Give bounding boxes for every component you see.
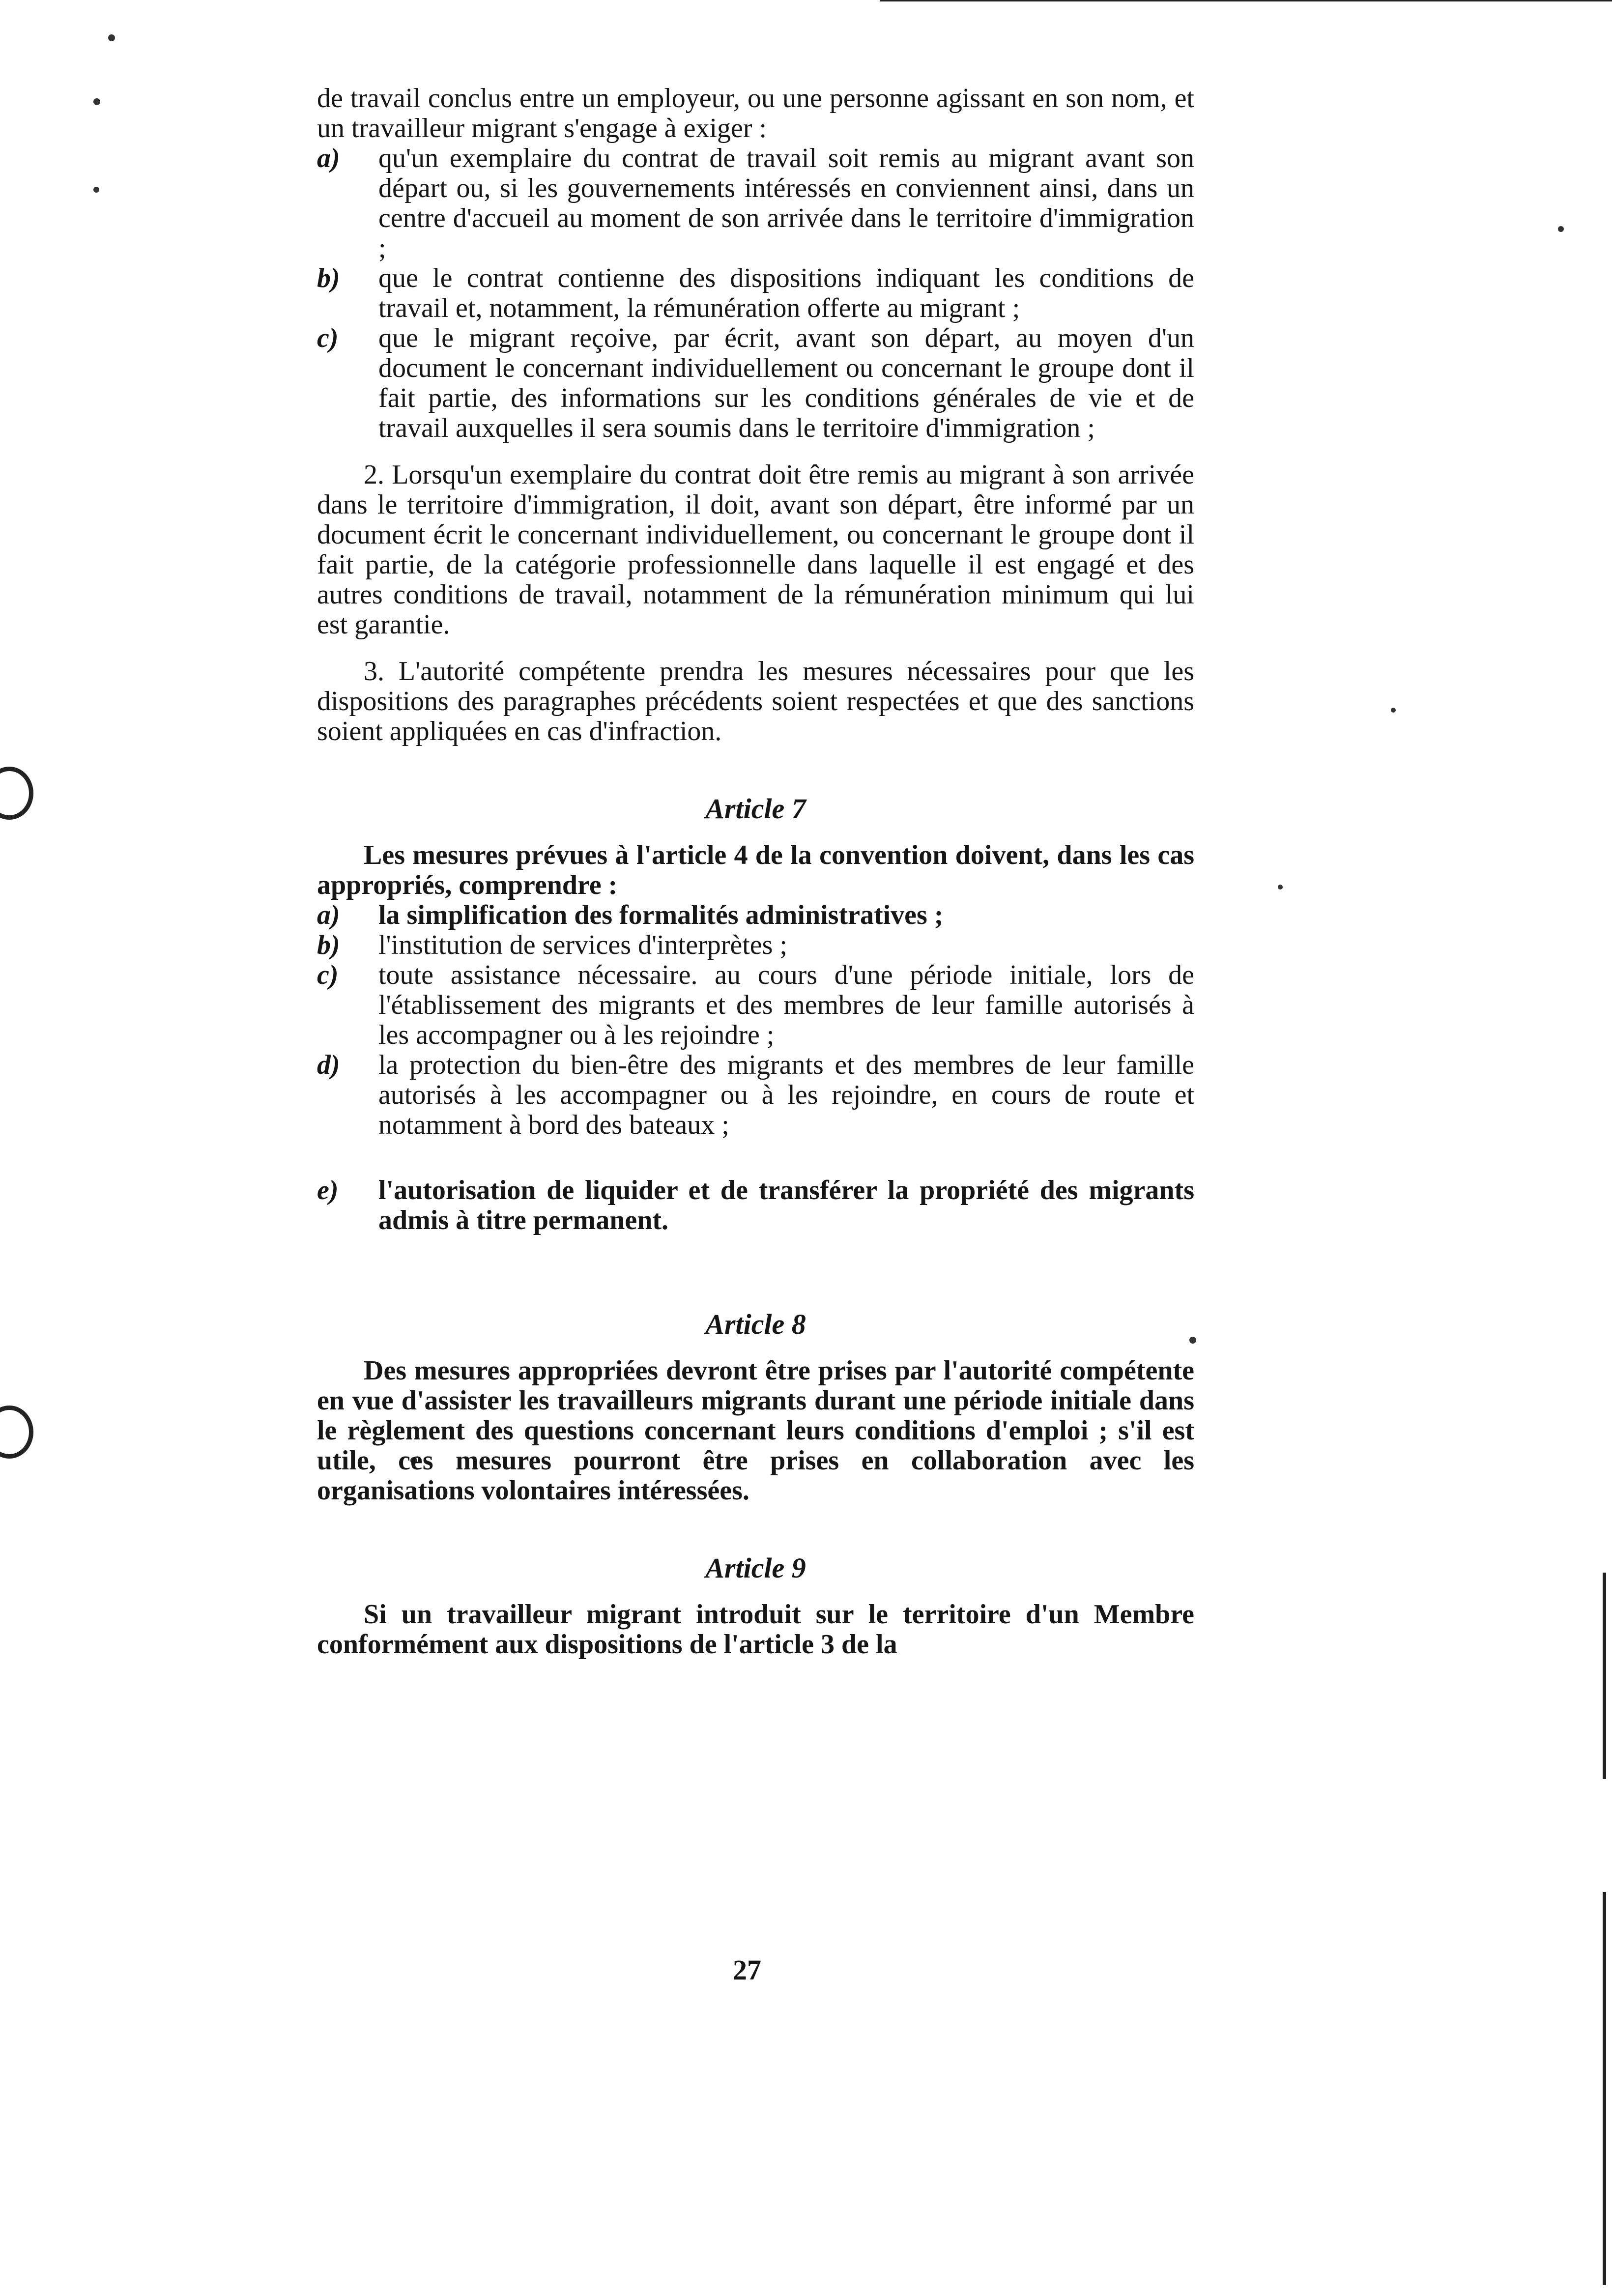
article-7-intro: Les mesures prévues à l'article 4 de la convention doivent, dans les cas appropriés, comprendre :: [317, 840, 1194, 900]
paragraph-3: 3. L'autorité compétente prendra les mesures nécessaires pour que les dispositions des paragraphes précédents soient respectées et que des sanctions soient appliquées en cas d'infraction.: [317, 656, 1194, 746]
item-text: l'autorisation de liquider et de transférer la propriété des migrants admis à titre permanent.: [378, 1175, 1194, 1235]
list-item: [317, 144, 1194, 263]
scan-speck: [1278, 885, 1283, 890]
item-text: l'institution de services d'interprètes ;: [378, 930, 787, 960]
scan-speck: [1391, 708, 1396, 713]
article-9-heading: Article 9: [705, 1552, 806, 1584]
item-text: qu'un exemplaire du contrat de travail soit remis au migrant avant son départ ou, si les gouvernements intéressés en conviennent ainsi, dans un centre d'accueil au moment de son arrivée dans le territoire d'immigration ;: [378, 143, 1194, 263]
item-text: que le migrant reçoive, par écrit, avant son départ, au moyen d'un document le concernant individuellement ou concernant le groupe dont il fait partie, des informations sur les conditions générales de vie et de travail auxquelles il sera soumis dans le territoire d'immigration ;: [378, 323, 1194, 443]
item-marker: e): [317, 1175, 339, 1205]
item-marker: c): [317, 960, 339, 990]
article-7-heading: Article 7: [705, 793, 806, 825]
text-column: [317, 84, 1194, 1660]
continuation-paragraph: de travail conclus entre un employeur, ou une personne agissant en son nom, et un travailleur migrant s'engage à exiger :: [317, 83, 1194, 144]
scan-edge-mark: [1603, 1892, 1606, 2285]
item-marker: a): [317, 900, 340, 930]
item-marker: b): [317, 930, 340, 960]
item-text: la simplification des formalités administratives ;: [378, 900, 944, 930]
item-marker: d): [317, 1050, 340, 1080]
article-8-text: Des mesures appropriées devront être prises par l'autorité compétente en vue d'assister les travailleurs migrants durant une période initiale dans le règlement des questions concernant leurs conditions d'emploi ; s'il est utile, ces mesures pourront être prises en collaboration avec les organisations volontaires intéressées.: [317, 1355, 1194, 1506]
item-marker: a): [317, 143, 340, 173]
article-9-text: Si un travailleur migrant introduit sur le territoire d'un Membre conformément aux dispositions de l'article 3 de la: [317, 1599, 1194, 1660]
item-text: toute assistance nécessaire. au cours d'une période initiale, lors de l'établissement des migrants et des membres de leur famille autorisés à les accompagner ou à les rejoindre ;: [378, 960, 1194, 1050]
list-item: [317, 930, 1194, 960]
binder-hole-mark: [0, 767, 33, 820]
item-text: la protection du bien-être des migrants et des membres de leur famille autorisés à les accompagner ou à les rejoindre, en cours de route et notamment à bord des bateaux ;: [378, 1050, 1194, 1140]
list-item: [317, 900, 1194, 930]
page-number: 27: [733, 1954, 761, 1986]
scan-speck: [93, 187, 99, 193]
list-item: [317, 323, 1194, 443]
scan-edge-mark: [1603, 1573, 1606, 1779]
list-item: [317, 960, 1194, 1050]
scan-speck: [93, 98, 100, 105]
binder-hole-mark: [0, 1406, 33, 1459]
paragraph-2: 2. Lorsqu'un exemplaire du contrat doit être remis au migrant à son arrivée dans le territoire d'immigration, il doit, avant son départ, être informé par un document écrit le concernant individuellement, ou concernant le groupe dont il fait partie, de la catégorie professionnelle dans laquelle il est engagé et des autres conditions de travail, notamment de la rémunération minimum qui lui est garantie.: [317, 459, 1194, 640]
scan-speck: [108, 34, 115, 41]
top-edge-line: [880, 0, 1612, 1]
item-marker: c): [317, 323, 339, 353]
item-text: que le contrat contienne des dispositions indiquant les conditions de travail et, notamment, la rémunération offerte au migrant ;: [378, 263, 1194, 323]
list-item: [317, 263, 1194, 323]
article-8-heading: Article 8: [705, 1308, 806, 1340]
list-item: [317, 1176, 1194, 1235]
item-marker: b): [317, 263, 340, 293]
list-item: [317, 1050, 1194, 1140]
scan-speck: [1558, 226, 1564, 232]
